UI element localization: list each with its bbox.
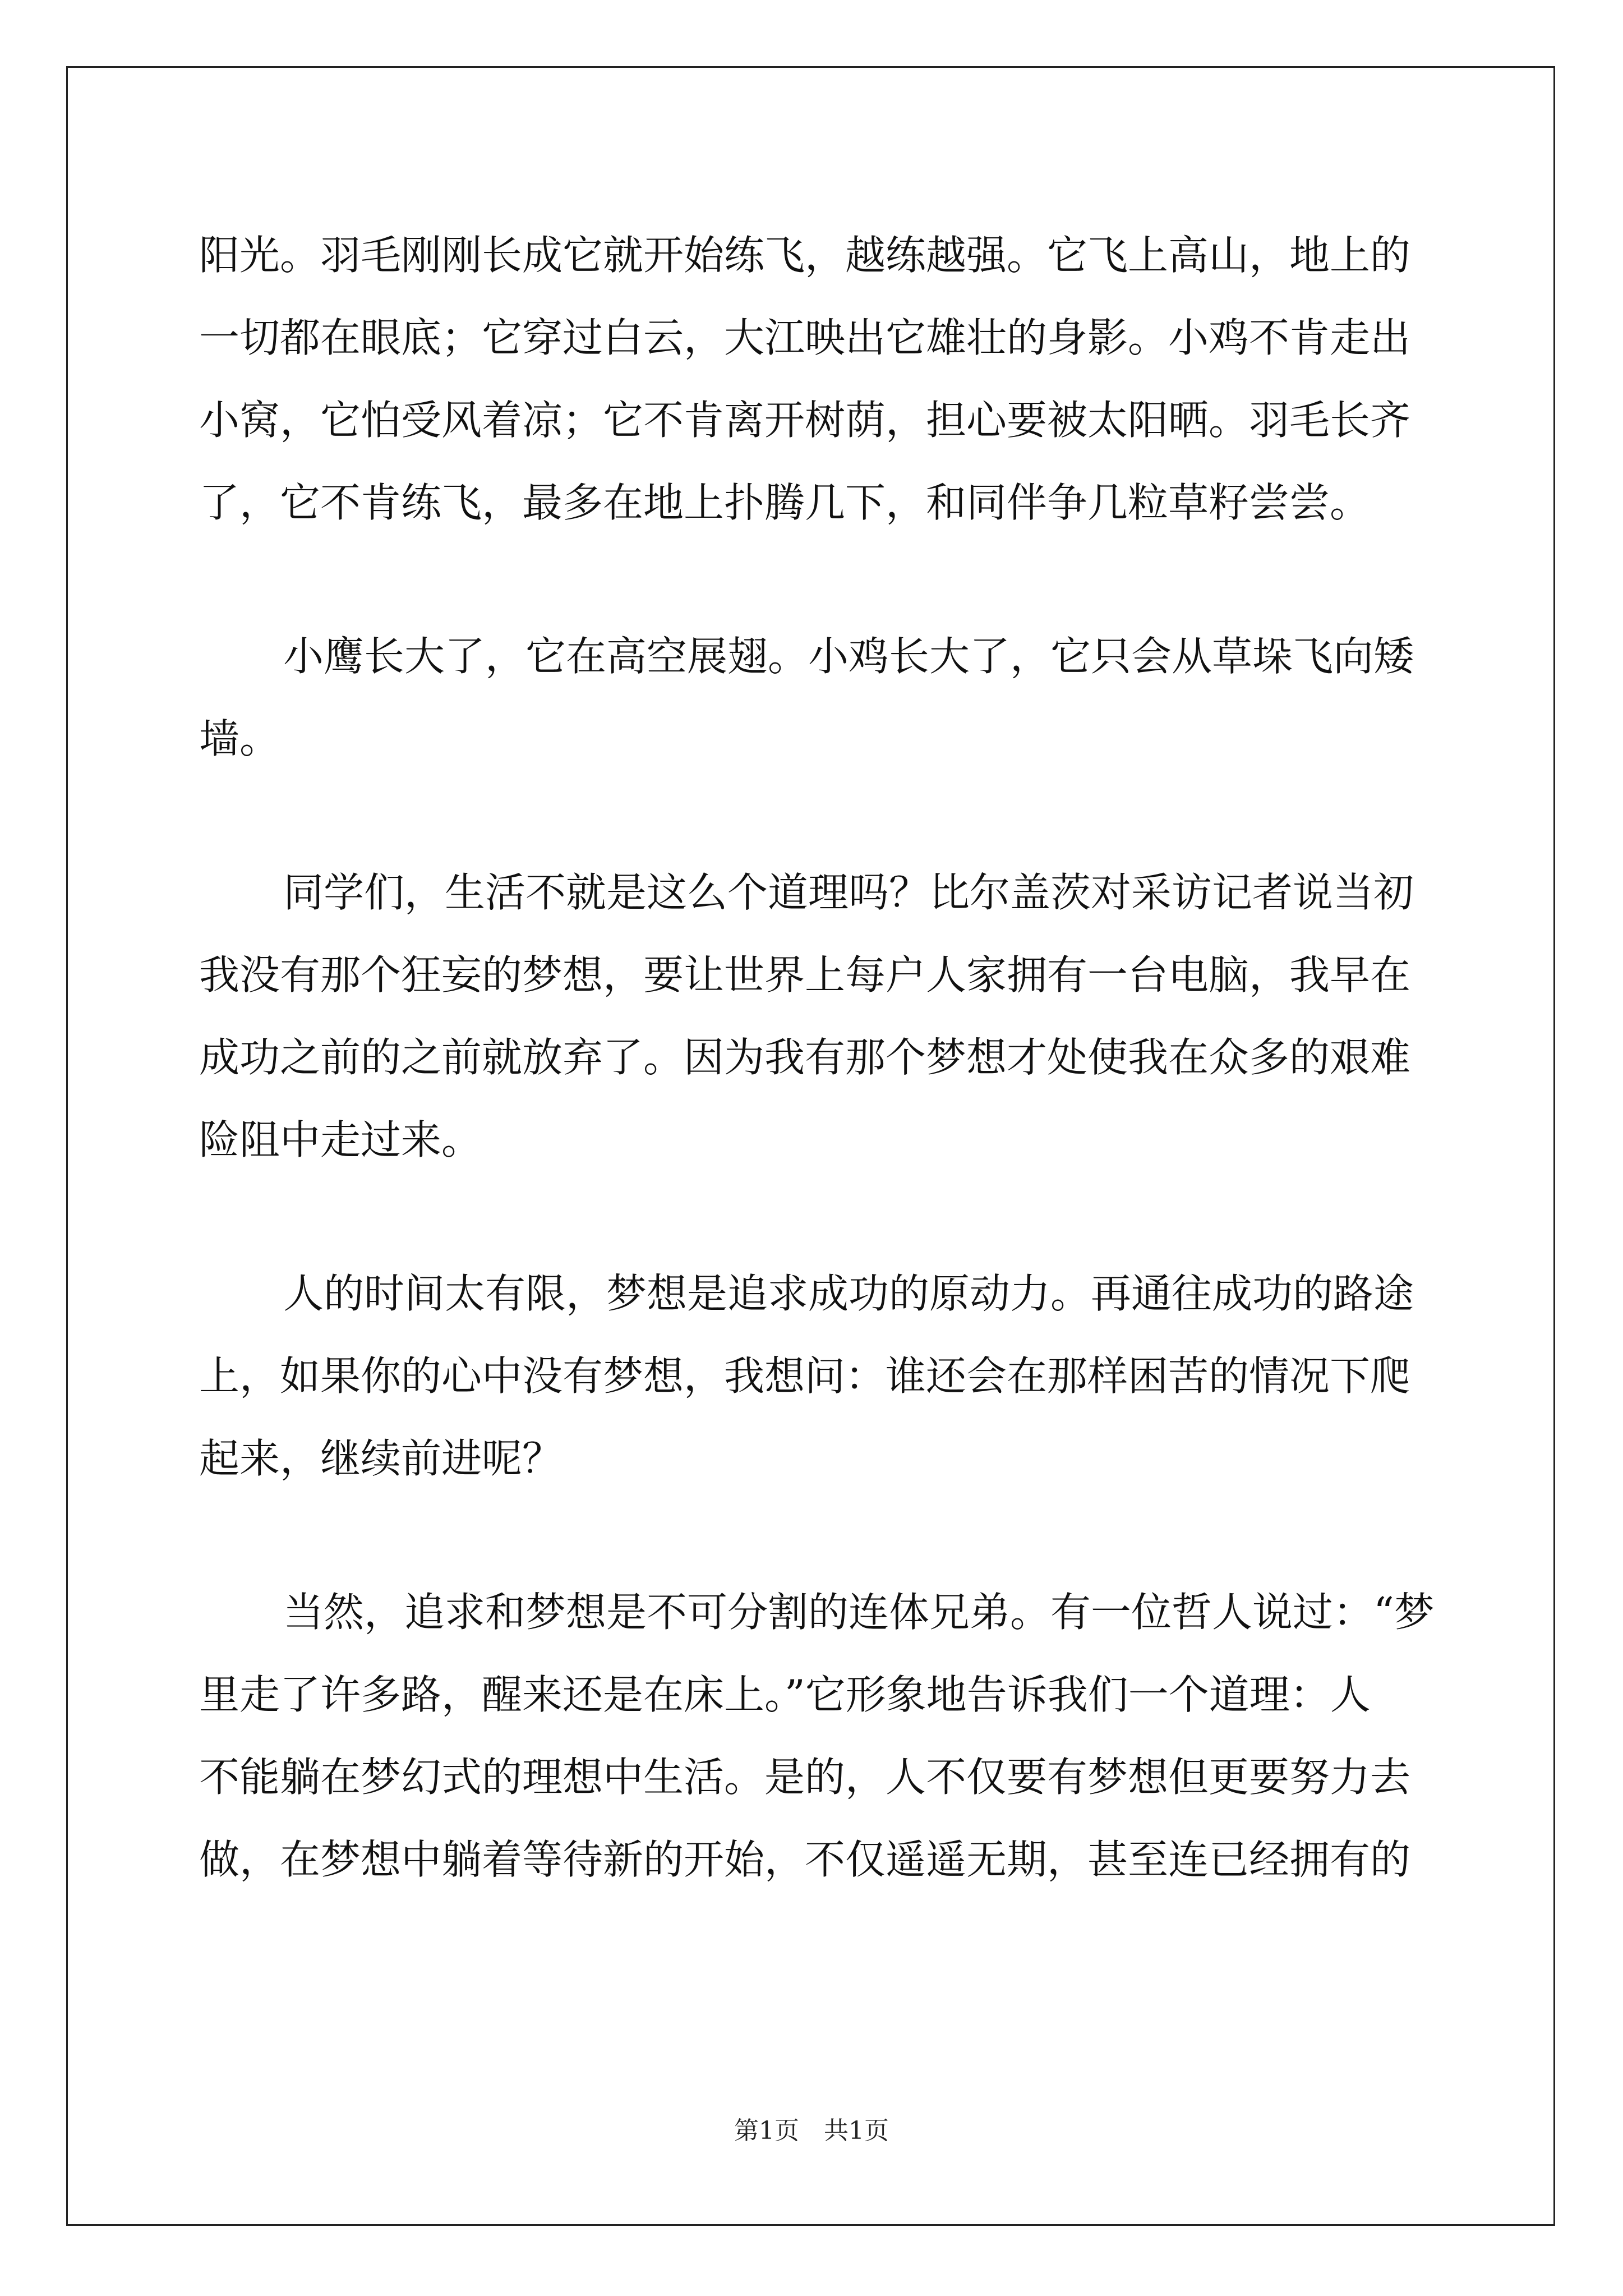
text-line: 当然，追求和梦想是不可分割的连体兄弟。有一位哲人说过：“梦 <box>283 1589 1435 1636</box>
paragraph-3 <box>199 852 1427 1181</box>
paragraph-1 <box>199 214 1427 544</box>
paragraph-4 <box>199 1253 1427 1500</box>
text-line: 做，在梦想中躺着等待新的开始，不仅遥遥无期，甚至连已经拥有的 <box>199 1836 1411 1883</box>
text-line: 不能躺在梦幻式的理想中生活。是的，人不仅要有梦想但更要努力去 <box>199 1754 1411 1801</box>
text-line: 上，如果你的心中没有梦想，我想问：谁还会在那样困苦的情况下爬 <box>199 1352 1411 1400</box>
text-line: 了，它不肯练飞，最多在地上扑腾几下，和同伴争几粒草籽尝尝。 <box>199 479 1371 526</box>
text-line: 墙。 <box>199 715 280 762</box>
text-line: 一切都在眼底；它穿过白云，大江映出它雄壮的身影。小鸡不肯走出 <box>199 314 1411 361</box>
text-line: 同学们，生活不就是这么个道理吗？比尔盖茨对采访记者说当初 <box>283 869 1414 916</box>
page-footer: 第1页 共1页 <box>734 2116 889 2145</box>
text-line: 成功之前的之前就放弃了。因为我有那个梦想才处使我在众多的艰难 <box>199 1034 1411 1081</box>
paragraph-2 <box>199 615 1427 780</box>
text-line: 起来，继续前进呢？ <box>199 1435 563 1482</box>
paragraph-5 <box>199 1571 1435 1901</box>
text-line: 小鹰长大了，它在高空展翅。小鸡长大了，它只会从草垛飞向矮 <box>283 633 1414 680</box>
text-line: 人的时间太有限，梦想是追求成功的原动力。再通往成功的路途 <box>283 1270 1414 1317</box>
text-line: 里走了许多路，醒来还是在床上。”它形象地告诉我们一个道理：人 <box>199 1671 1371 1718</box>
text-line: 我没有那个狂妄的梦想，要让世界上每户人家拥有一台电脑，我早在 <box>199 951 1411 999</box>
text-line: 小窝，它怕受风着凉；它不肯离开树荫，担心要被太阳晒。羽毛长齐 <box>199 397 1411 444</box>
text-line: 险阻中走过来。 <box>199 1116 482 1163</box>
document-body <box>199 214 1435 1901</box>
text-line: 阳光。羽毛刚刚长成它就开始练飞，越练越强。它飞上高山，地上的 <box>199 232 1411 279</box>
